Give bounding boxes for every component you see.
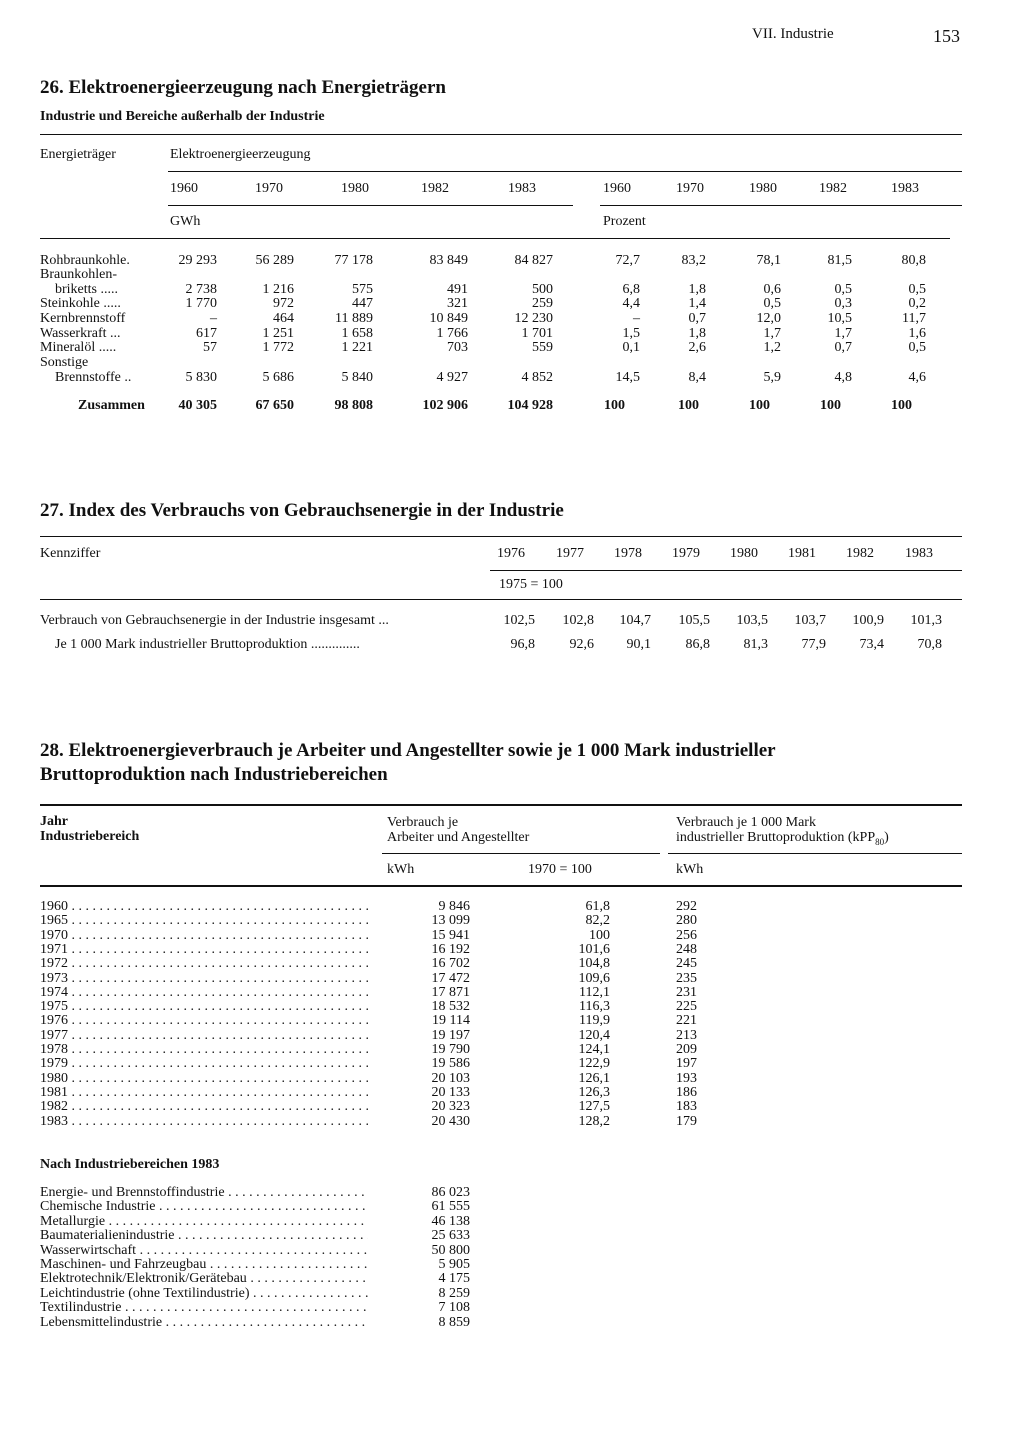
table28-index: 124,1: [578, 1042, 610, 1057]
table28-row: [40, 956, 962, 971]
table28-header-rule: [40, 885, 962, 887]
table28-index: 61,8: [585, 899, 610, 914]
table26-top-rule: [40, 134, 962, 135]
table26-cell-abs: 77 178: [334, 253, 373, 268]
table26-unit-pct: Prozent: [603, 214, 646, 229]
section-header: VII. Industrie: [752, 26, 834, 42]
table26-year-pct: 1960: [603, 181, 631, 196]
table26-cell-pct: 1,7: [763, 326, 781, 341]
table26-cell-abs: 83 849: [429, 253, 468, 268]
table27-col-label: Kennziffer: [40, 546, 101, 561]
table26-cell-abs: 5 840: [341, 370, 373, 385]
table26-cell-pct: –: [633, 311, 640, 326]
table28-branch-row: [40, 1213, 470, 1229]
table26-cell-abs: 12 230: [514, 311, 553, 326]
table26-header-rule: [40, 238, 950, 239]
table26-cell-pct: 4,4: [622, 296, 640, 311]
table28-row: [40, 1028, 962, 1043]
table28-row: [40, 913, 962, 928]
table28-kwh2: 186: [676, 1084, 697, 1100]
table28-kwh: 20 430: [431, 1113, 470, 1129]
table28-row: [40, 1099, 962, 1114]
table28-branch-name: Elektrotechnik/Elektronik/Gerätebau: [40, 1271, 247, 1287]
table28-row: [40, 942, 962, 957]
table26-cell-pct: 1,4: [688, 296, 706, 311]
table28-branch-name: Textilindustrie: [40, 1300, 122, 1316]
table28-kwh2: 213: [676, 1027, 697, 1043]
table28-row: [40, 928, 962, 943]
table28-kwh2: 221: [676, 1013, 697, 1029]
table26-cell-abs: 1 658: [341, 326, 373, 341]
table28-branch-name: Baumaterialienindustrie: [40, 1228, 175, 1244]
table28-kwh2: 256: [676, 927, 697, 943]
table26-abs-rule: [168, 205, 573, 206]
table28-year: 1979: [40, 1056, 68, 1072]
table28-branch-label: [40, 1315, 368, 1331]
table28-year-label: [40, 1114, 368, 1130]
table26-cell-abs: 11 889: [335, 311, 373, 326]
table28-index: 112,1: [579, 984, 610, 1000]
table27-top-rule: [40, 536, 962, 537]
table28-group2-rule: [668, 853, 962, 854]
table26-cell-abs: 1 216: [262, 282, 294, 297]
table26-cell-pct: 0,7: [834, 340, 852, 355]
table28-branch-name: Energie- und Brennstoffindustrie: [40, 1185, 225, 1200]
table28-branch-kwh: 50 800: [431, 1242, 470, 1258]
table26-row-label: Braunkohlen-: [40, 267, 117, 282]
table28-group1-line2: Arbeiter und Angestellter: [387, 830, 530, 845]
table28-kwh: 20 103: [431, 1070, 470, 1086]
table28-kwh2: 193: [676, 1070, 697, 1086]
table28-kwh: 20 323: [431, 1099, 470, 1115]
table26-cell-abs: 1 251: [262, 326, 294, 341]
table27-year: 1976: [497, 546, 525, 561]
table28-branch-name: Lebensmittelindustrie: [40, 1314, 163, 1330]
table26-cell-pct: 1,6: [908, 326, 926, 341]
table26-total-abs: 67 650: [255, 398, 294, 413]
table28-index: 119,9: [579, 1013, 610, 1029]
table28-kwh2: 225: [676, 999, 697, 1015]
table28-index: 104,8: [578, 956, 610, 972]
table26-cell-abs: 2 738: [185, 282, 217, 297]
table26-cell-pct: 5,9: [763, 370, 781, 385]
table28-kwh: 17 472: [431, 970, 470, 986]
table28-row: [40, 985, 962, 1000]
table28-kwh2: 248: [676, 941, 697, 957]
table27-row-label: Verbrauch von Gebrauchsenergie in der Industrie insgesamt ...: [40, 613, 389, 628]
table28-year: 1960: [40, 899, 68, 914]
table28-kwh2: 292: [676, 899, 697, 914]
table26-cell-pct: 81,5: [827, 253, 852, 268]
table26-total-pct: 100: [820, 398, 841, 413]
table26-total-pct: 100: [678, 398, 699, 413]
table27-year: 1977: [556, 546, 584, 561]
table26-cell-abs: 703: [447, 340, 468, 355]
table26-cell-pct: 0,1: [622, 340, 640, 355]
table28-branch-kwh: 7 108: [438, 1300, 470, 1316]
table27-title: 27. Index des Verbrauchs von Gebrauchsenergie in der Industrie: [40, 500, 564, 521]
table28-year: 1971: [40, 941, 68, 957]
table28-kwh2: 209: [676, 1042, 697, 1057]
table26-cell-abs: 5 686: [262, 370, 294, 385]
table27-cell: 73,4: [859, 637, 884, 652]
table28-branch-row: [40, 1242, 470, 1258]
table26-cell-abs: 972: [273, 296, 294, 311]
table28-unit-index: 1970 = 100: [528, 862, 592, 877]
table28-year: 1975: [40, 999, 68, 1015]
table27-cell: 105,5: [678, 613, 710, 628]
table26-cell-abs: 1 766: [436, 326, 468, 341]
table28-row: [40, 971, 962, 986]
table27-cell: 103,7: [794, 613, 826, 628]
table26-total-pct: 100: [891, 398, 912, 413]
table28-branch-kwh: 86 023: [431, 1185, 470, 1200]
table28-branch-row: [40, 1300, 470, 1316]
table26-cell-abs: 29 293: [178, 253, 217, 268]
table28-index: 126,3: [578, 1084, 610, 1100]
table26-total-abs: 102 906: [422, 398, 468, 413]
table26-group-label: Elektroenergieerzeugung: [170, 147, 311, 162]
table26-cell-pct: 72,7: [615, 253, 640, 268]
table28-branch-kwh: 4 175: [438, 1271, 470, 1287]
table28-year: 1973: [40, 970, 68, 986]
page-number: 153: [933, 26, 960, 46]
table26-cell-abs: 447: [352, 296, 373, 311]
table27-year: 1981: [788, 546, 816, 561]
table28-kwh: 20 133: [431, 1084, 470, 1100]
table28-unit-kwh: kWh: [387, 862, 415, 877]
table28-branch-kwh: 5 905: [438, 1257, 470, 1272]
table26-cell-pct: 78,1: [756, 253, 781, 268]
table26-cell-pct: 0,5: [834, 282, 852, 297]
table28-col-label-2: Industriebereich: [40, 829, 140, 844]
table28-title-line1: 28. Elektroenergieverbrauch je Arbeiter und Angestellter sowie je 1 000 Mark industrieller: [40, 740, 776, 761]
table27-row-label: Je 1 000 Mark industrieller Bruttoproduktion ..............: [55, 637, 360, 652]
table26-total-pct: 100: [749, 398, 770, 413]
table26-year-abs: 1970: [255, 181, 283, 196]
table26-cell-abs: 1 221: [341, 340, 373, 355]
table28-year: 1965: [40, 913, 68, 929]
table26-cell-pct: 0,5: [763, 296, 781, 311]
table28-title-line2: Bruttoproduktion nach Industriebereichen: [40, 764, 388, 785]
table28-index: 128,2: [578, 1113, 610, 1129]
table28-index: 127,5: [578, 1099, 610, 1115]
table28-kwh: 18 532: [431, 999, 470, 1015]
table26-row-label: Brennstoffe ..: [55, 370, 132, 385]
table28-branch-kwh: 8 259: [438, 1285, 470, 1301]
table28-branch-row: [40, 1185, 470, 1200]
table26-year-abs: 1983: [508, 181, 536, 196]
table28-unit-kwh2: kWh: [676, 862, 704, 877]
table28-kwh2: 280: [676, 913, 697, 929]
table27-cell: 96,8: [510, 637, 535, 652]
table26-row-label: Sonstige: [40, 355, 89, 370]
table28-year: 1981: [40, 1084, 68, 1100]
table26-year-abs: 1982: [421, 181, 449, 196]
table26-cell-abs: 56 289: [255, 253, 294, 268]
table26-cell-pct: 83,2: [681, 253, 706, 268]
table26-cell-pct: 0,3: [834, 296, 852, 311]
table26-cell-pct: 1,8: [688, 326, 706, 341]
table28-col-label-1: Jahr: [40, 814, 68, 829]
table28-kwh: 9 846: [438, 899, 470, 914]
table26-total-abs: 98 808: [334, 398, 373, 413]
table26-total-label: Zusammen: [78, 398, 145, 413]
table28-branch-kwh: 25 633: [431, 1228, 470, 1244]
table26-row-label: Steinkohle .....: [40, 296, 121, 311]
table26-cell-abs: 4 852: [521, 370, 553, 385]
table28-branch-row: [40, 1271, 470, 1287]
table27-cell: 100,9: [852, 613, 884, 628]
table26-cell-abs: 1 770: [185, 296, 217, 311]
table26-row-label: Wasserkraft ...: [40, 326, 121, 341]
table28-kwh2: 197: [676, 1056, 697, 1072]
table27-cell: 86,8: [685, 637, 710, 652]
table28-branch-kwh: 46 138: [431, 1213, 470, 1229]
table28-kwh: 19 586: [431, 1056, 470, 1072]
table26-year-pct: 1983: [891, 181, 919, 196]
table26-cell-pct: 80,8: [901, 253, 926, 268]
table26-cell-pct: 14,5: [615, 370, 640, 385]
table28-kwh: 15 941: [431, 927, 470, 943]
table27-base: 1975 = 100: [499, 577, 563, 592]
table28-year: 1983: [40, 1113, 68, 1129]
table28-year: 1977: [40, 1027, 68, 1043]
table27-year: 1980: [730, 546, 758, 561]
table26-cell-abs: 1 701: [521, 326, 553, 341]
table28-branch-name: Leichtindustrie (ohne Textilindustrie): [40, 1285, 250, 1301]
table28-index: 122,9: [578, 1056, 610, 1072]
table28-year: 1974: [40, 984, 68, 1000]
table27-year-rule: [490, 570, 962, 571]
table26-cell-pct: 2,6: [688, 340, 706, 355]
table28-row: [40, 1114, 962, 1129]
table26-cell-abs: 321: [447, 296, 468, 311]
table27-cell: 103,5: [736, 613, 768, 628]
table26-cell-pct: 0,7: [688, 311, 706, 326]
table28-top-rule: [40, 804, 962, 806]
table28-branch-name: Chemische Industrie: [40, 1199, 156, 1215]
table26-cell-pct: 0,5: [908, 340, 926, 355]
table28-branch-name: Wasserwirtschaft: [40, 1242, 137, 1258]
table26-cell-abs: 259: [532, 296, 553, 311]
table26-year-pct: 1970: [676, 181, 704, 196]
table26-cell-abs: 1 772: [262, 340, 294, 355]
table26-cell-pct: 8,4: [688, 370, 706, 385]
table26-unit-abs: GWh: [170, 214, 201, 229]
table28-branches-title: Nach Industriebereichen 1983: [40, 1157, 220, 1172]
table26-cell-pct: 10,5: [827, 311, 852, 326]
table26-cell-pct: 11,7: [902, 311, 926, 326]
table26-cell-pct: 6,8: [622, 282, 640, 297]
table28-group1-rule: [382, 853, 660, 854]
table28-index: 109,6: [578, 970, 610, 986]
table26-row-label: Mineralöl .....: [40, 340, 117, 355]
table28-row: [40, 999, 962, 1014]
table28-kwh: 17 871: [431, 984, 470, 1000]
table26-cell-pct: 4,8: [834, 370, 852, 385]
table28-row: [40, 899, 962, 914]
table26-subtitle: Industrie und Bereiche außerhalb der Industrie: [40, 109, 325, 124]
table26-year-abs: 1960: [170, 181, 198, 196]
table26-cell-abs: 10 849: [429, 311, 468, 326]
table26-total-pct: 100: [604, 398, 625, 413]
table28-branch-row: [40, 1228, 470, 1244]
table28-year: 1982: [40, 1099, 68, 1115]
table26-row-label: Kernbrennstoff: [40, 311, 126, 326]
table26-year-pct: 1982: [819, 181, 847, 196]
table28-kwh: 16 192: [431, 941, 470, 957]
table28-group1-line1: Verbrauch je: [387, 815, 459, 830]
table26-cell-pct: 1,5: [622, 326, 640, 341]
table28-group2-line1: Verbrauch je 1 000 Mark: [676, 815, 816, 830]
table27-cell: 102,5: [503, 613, 535, 628]
table26-title: 26. Elektroenergieerzeugung nach Energieträgern: [40, 77, 446, 98]
table28-year: 1972: [40, 956, 68, 972]
table26-cell-pct: 0,2: [908, 296, 926, 311]
table27-cell: 70,8: [917, 637, 942, 652]
table27-cell: 77,9: [801, 637, 826, 652]
table28-kwh2: 235: [676, 970, 697, 986]
table28-year: 1978: [40, 1042, 68, 1057]
table28-group2-line2: industrieller Bruttoproduktion (kPP$_{80}$): [676, 830, 889, 847]
table26-row-label: Rohbraunkohle.: [40, 253, 130, 268]
table26-cell-abs: 491: [447, 282, 468, 297]
table28-kwh: 19 197: [431, 1027, 470, 1043]
table26-cell-pct: 1,2: [763, 340, 781, 355]
table26-cell-abs: 5 830: [185, 370, 217, 385]
table27-year: 1979: [672, 546, 700, 561]
table26-cell-pct: 4,6: [908, 370, 926, 385]
table27-cell: 104,7: [619, 613, 651, 628]
table28-kwh: 19 790: [431, 1042, 470, 1057]
table28-kwh2: 245: [676, 956, 697, 972]
table28-index: 126,1: [578, 1070, 610, 1086]
table26-cell-pct: 0,5: [908, 282, 926, 297]
table27-cell: 101,3: [910, 613, 942, 628]
table28-row: [40, 1056, 962, 1071]
table28-year: 1976: [40, 1013, 68, 1029]
table27-year: 1982: [846, 546, 874, 561]
table28-index: 116,3: [579, 999, 610, 1015]
table28-row: [40, 1042, 962, 1057]
table27-year: 1983: [905, 546, 933, 561]
table27-cell: 92,6: [569, 637, 594, 652]
table26-cell-pct: 1,8: [688, 282, 706, 297]
table26-cell-abs: 617: [196, 326, 217, 341]
table28-row: [40, 1085, 962, 1100]
table26-row-label: briketts .....: [55, 282, 118, 297]
table26-year-abs: 1980: [341, 181, 369, 196]
table28-branch-row: [40, 1285, 470, 1301]
table26-cell-pct: 0,6: [763, 282, 781, 297]
table26-total-abs: 40 305: [178, 398, 217, 413]
table26-group-rule: [168, 171, 962, 172]
table28-year: 1970: [40, 927, 68, 943]
table27-year: 1978: [614, 546, 642, 561]
table26-cell-abs: 4 927: [436, 370, 468, 385]
table26-col-label: Energieträger: [40, 147, 116, 162]
table28-row: [40, 1071, 962, 1086]
table28-index: 100: [589, 927, 610, 943]
table26-total-abs: 104 928: [507, 398, 553, 413]
table28-branch-kwh: 61 555: [431, 1199, 470, 1215]
table27-cell: 90,1: [626, 637, 651, 652]
table26-cell-abs: 84 827: [514, 253, 553, 268]
table26-cell-pct: 1,7: [834, 326, 852, 341]
table28-kwh: 13 099: [431, 913, 470, 929]
table28-kwh2: 179: [676, 1113, 697, 1129]
table28-kwh2: 183: [676, 1099, 697, 1115]
table28-branch-row: [40, 1257, 470, 1272]
table28-branch-row: [40, 1314, 470, 1330]
table28-index: 82,2: [585, 913, 610, 929]
table26-year-pct: 1980: [749, 181, 777, 196]
table28-branch-kwh: 8 859: [438, 1314, 470, 1330]
table28-branch-name: Metallurgie: [40, 1213, 106, 1229]
table26-cell-abs: 57: [203, 340, 217, 355]
table27-header-rule: [40, 599, 962, 600]
table26-cell-pct: 12,0: [756, 311, 781, 326]
table28-row: [40, 1013, 962, 1028]
table27-cell: 81,3: [743, 637, 768, 652]
table28-branch-row: [40, 1199, 470, 1215]
table26-cell-abs: 559: [532, 340, 553, 355]
table28-kwh2: 231: [676, 984, 697, 1000]
table28-kwh: 16 702: [431, 956, 470, 972]
table26-cell-abs: 500: [532, 282, 553, 297]
table28-index: 101,6: [578, 941, 610, 957]
table27-cell: 102,8: [562, 613, 594, 628]
table28-branch-name: Maschinen- und Fahrzeugbau: [40, 1257, 207, 1272]
table28-index: 120,4: [578, 1027, 610, 1043]
table26-cell-abs: 464: [273, 311, 294, 326]
table28-year: 1980: [40, 1070, 68, 1086]
table26-pct-rule: [600, 205, 962, 206]
table28-kwh: 19 114: [432, 1013, 470, 1029]
table26-cell-abs: –: [210, 311, 217, 326]
table26-cell-abs: 575: [352, 282, 373, 297]
